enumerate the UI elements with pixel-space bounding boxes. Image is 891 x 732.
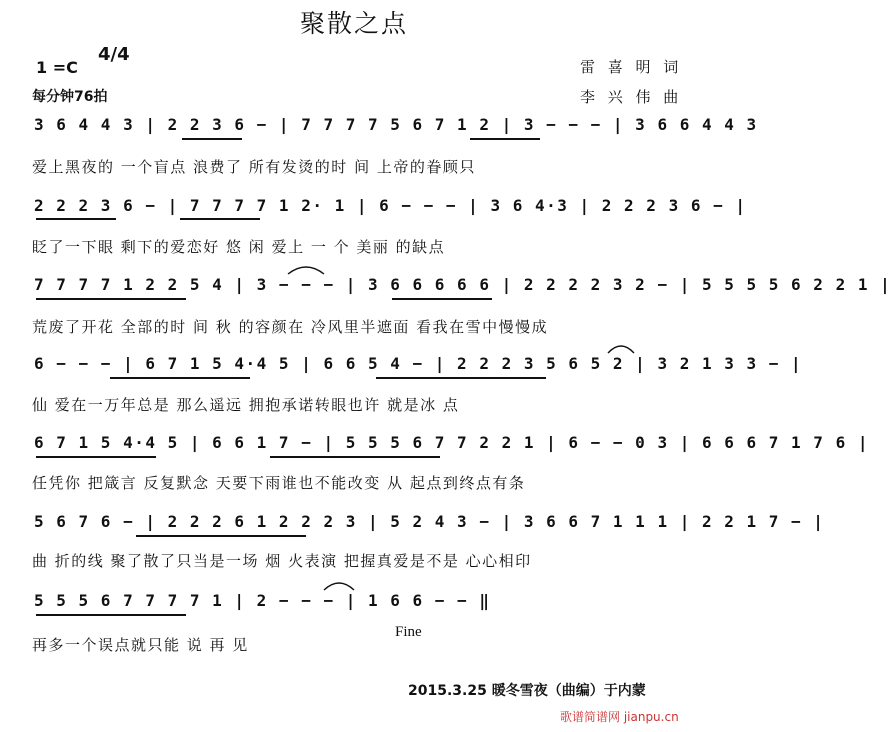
slur-arc	[606, 341, 636, 355]
notation-line-6: 5 6 7 6 − | 2 2 2 6 1 2 2 2 3 | 5 2 4 3 − | 3 6 6 7 1 1 1 | 2 2 1 7 − |	[34, 512, 825, 531]
lyric-line-5: 任凭你 把箴言 反复默念 天要下雨谁也不能改变 从 起点到终点有条	[32, 474, 526, 492]
lyricist-credit: 雷 喜 明 词	[580, 58, 683, 76]
lyric-line-4: 仙 爱在一万年总是 那么遥远 拥抱承诺转眼也许 就是冰 点	[32, 396, 460, 414]
watermark: 歌谱简谱网 jianpu.cn	[560, 710, 679, 724]
composer-credit: 李 兴 伟 曲	[580, 88, 683, 106]
notation-line-4: 6 − − − | 6 7 1 5 4·4 5 | 6 6 5 4 − | 2 2 2 3 5 6 5 2 | 3 2 1 3 3 − |	[34, 354, 803, 373]
key-signature: 1 =C	[36, 58, 78, 77]
fine-marking: Fine	[395, 624, 422, 640]
lyric-line-7: 再多一个误点就只能 说 再 见	[32, 636, 249, 654]
lyric-line-2: 眨了一下眼 剩下的爱恋好 悠 闲 爱上 一 个 美丽 的缺点	[32, 238, 446, 256]
beam-mark	[376, 377, 546, 379]
beam-mark	[470, 138, 540, 140]
notation-line-7: 5 5 5 6 7 7 7 7 1 | 2 − − − | 1 6 6 − − ‖	[34, 591, 491, 610]
beam-mark	[36, 614, 186, 616]
page-title: 聚散之点	[299, 9, 408, 38]
lyric-line-1: 爱上黑夜的 一个盲点 浪费了 所有发烫的时 间 上帝的眷顾只	[32, 158, 476, 176]
lyric-line-3: 荒废了开花 全部的时 间 秋 的容颜在 冷风里半遮面 看我在雪中慢慢成	[32, 318, 549, 336]
beam-mark	[110, 377, 250, 379]
beam-mark	[136, 535, 306, 537]
beam-mark	[36, 456, 156, 458]
beam-mark	[36, 218, 116, 220]
time-signature: 4/4	[98, 44, 130, 65]
tempo-marking: 每分钟76拍	[32, 89, 108, 105]
beam-mark	[270, 456, 440, 458]
beam-mark	[392, 298, 492, 300]
beam-mark	[182, 138, 242, 140]
notation-line-1: 3 6 4 4 3 | 2 2 3 6 − | 7 7 7 7 5 6 7 1 2 | 3 − − − | 3 6 6 4 4 3	[34, 115, 758, 134]
notation-line-5: 6 7 1 5 4·4 5 | 6 6 1 7 − | 5 5 5 6 7 7 2 2 1 | 6 − − 0 3 | 6 6 6 7 1 7 6 |	[34, 433, 869, 452]
slur-arc	[322, 578, 356, 592]
date-credit: 2015.3.25 暖冬雪夜（曲编）于内蒙	[408, 683, 646, 699]
lyric-line-6: 曲 折的线 聚了散了只当是一场 烟 火表演 把握真爱是不是 心心相印	[32, 552, 532, 570]
beam-mark	[180, 218, 260, 220]
notation-line-3: 7 7 7 7 1 2 2 5 4 | 3 − − − | 3 6 6 6 6 6 | 2 2 2 2 3 2 − | 5 5 5 5 6 2 2 1 |	[34, 275, 891, 294]
slur-arc	[286, 262, 326, 276]
beam-mark	[36, 298, 186, 300]
notation-line-2: 2 2 2 3 6 − | 7 7 7 7 1 2· 1 | 6 − − − | 3 6 4·3 | 2 2 2 3 6 − |	[34, 196, 747, 215]
